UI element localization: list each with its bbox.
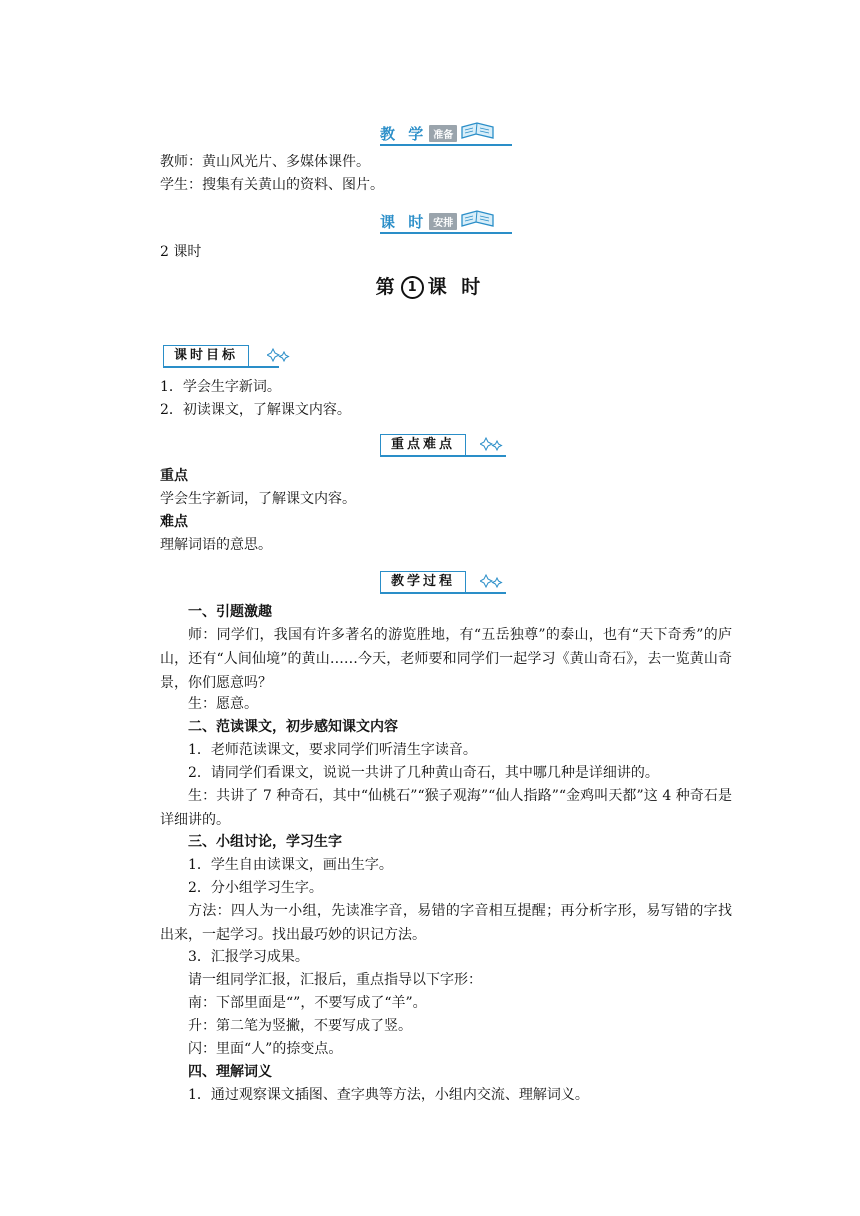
paragraph: 2．请同学们看课文，说说一共讲了几种黄山奇石，其中哪几种是详细讲的。 — [188, 765, 659, 781]
objective-item: 2．初读课文，了解课文内容。 — [160, 402, 351, 418]
banner-teaching-prep — [380, 120, 512, 146]
lesson-suffix: 课 时 — [427, 276, 485, 298]
section-title: 二、范读课文，初步感知课文内容 — [188, 719, 398, 735]
heading-objectives — [163, 345, 293, 367]
banner-title-sub: 准备 — [429, 125, 457, 142]
banner-title-main: 教 学 — [380, 124, 428, 143]
banner-title-main: 课 时 — [380, 212, 428, 231]
heading-process — [380, 571, 510, 593]
heading-objectives-label: 课时目标 — [163, 345, 249, 368]
objective-item: 1．学会生字新词。 — [160, 379, 281, 395]
heading-process-label: 教学过程 — [380, 571, 466, 594]
sparkle-dots-icon — [267, 347, 291, 365]
banner-title-sub: 安排 — [429, 213, 457, 230]
sparkle-dots-icon — [480, 573, 504, 591]
heading-keypoints — [380, 434, 510, 456]
heading-keypoints-label: 重点难点 — [380, 434, 466, 457]
section-title: 四、理解词义 — [188, 1064, 272, 1080]
lesson-prefix: 第 — [375, 276, 399, 298]
open-book-icon — [459, 122, 497, 144]
paragraph: 闪：里面“人”的捺变点。 — [188, 1041, 343, 1057]
key-label: 重点 — [160, 468, 188, 484]
schedule-text: 2 课时 — [160, 244, 202, 260]
prep-student: 学生：搜集有关黄山的资料、图片。 — [160, 177, 384, 193]
lesson-number: 1 — [401, 276, 424, 299]
paragraph: 生：共讲了 7 种奇石，其中“仙桃石”“猴子观海”“仙人指路”“金鸡叫天都”这 4 种奇石是详细讲的。 — [160, 788, 732, 828]
difficulty-text: 理解词语的意思。 — [160, 537, 272, 553]
section-title: 三、小组讨论，学习生字 — [188, 834, 342, 850]
paragraph: 生：愿意。 — [188, 696, 258, 712]
paragraph: 升：第二笔为竖撇，不要写成了竖。 — [188, 1018, 412, 1034]
section-title: 一、引题激趣 — [188, 604, 272, 620]
sparkle-dots-icon — [480, 436, 504, 454]
paragraph: 方法：四人为一小组，先读准字音，易错的字音相互提醒；再分析字形，易写错的字找出来，一起学习。找出最巧妙的识记方法。 — [160, 903, 732, 943]
banner-schedule — [380, 208, 512, 234]
prep-teacher: 教师：黄山风光片、多媒体课件。 — [160, 154, 370, 170]
key-text: 学会生字新词，了解课文内容。 — [160, 491, 356, 507]
difficulty-label: 难点 — [160, 514, 188, 530]
paragraph: 1．通过观察课文插图、查字典等方法，小组内交流、理解词义。 — [188, 1087, 589, 1103]
paragraph: 2．分小组学习生字。 — [188, 880, 323, 896]
paragraph: 南：下部里面是“”，不要写成了“羊”。 — [188, 995, 427, 1011]
paragraph: 1．学生自由读课文，画出生字。 — [188, 857, 393, 873]
paragraph: 请一组同学汇报，汇报后，重点指导以下字形： — [188, 972, 482, 988]
paragraph: 1．老师范读课文，要求同学们听清生字读音。 — [188, 742, 477, 758]
paragraph: 3．汇报学习成果。 — [188, 949, 309, 965]
lesson-title — [0, 272, 860, 299]
paragraph: 师：同学们，我国有许多著名的游览胜地，有“五岳独尊”的泰山，也有“天下奇秀”的庐山，还有“人间仙境”的黄山……今天，老师要和同学们一起学习《黄山奇石》，去一览黄山奇景，你们愿意吗？ — [160, 627, 732, 691]
open-book-icon — [459, 210, 497, 232]
